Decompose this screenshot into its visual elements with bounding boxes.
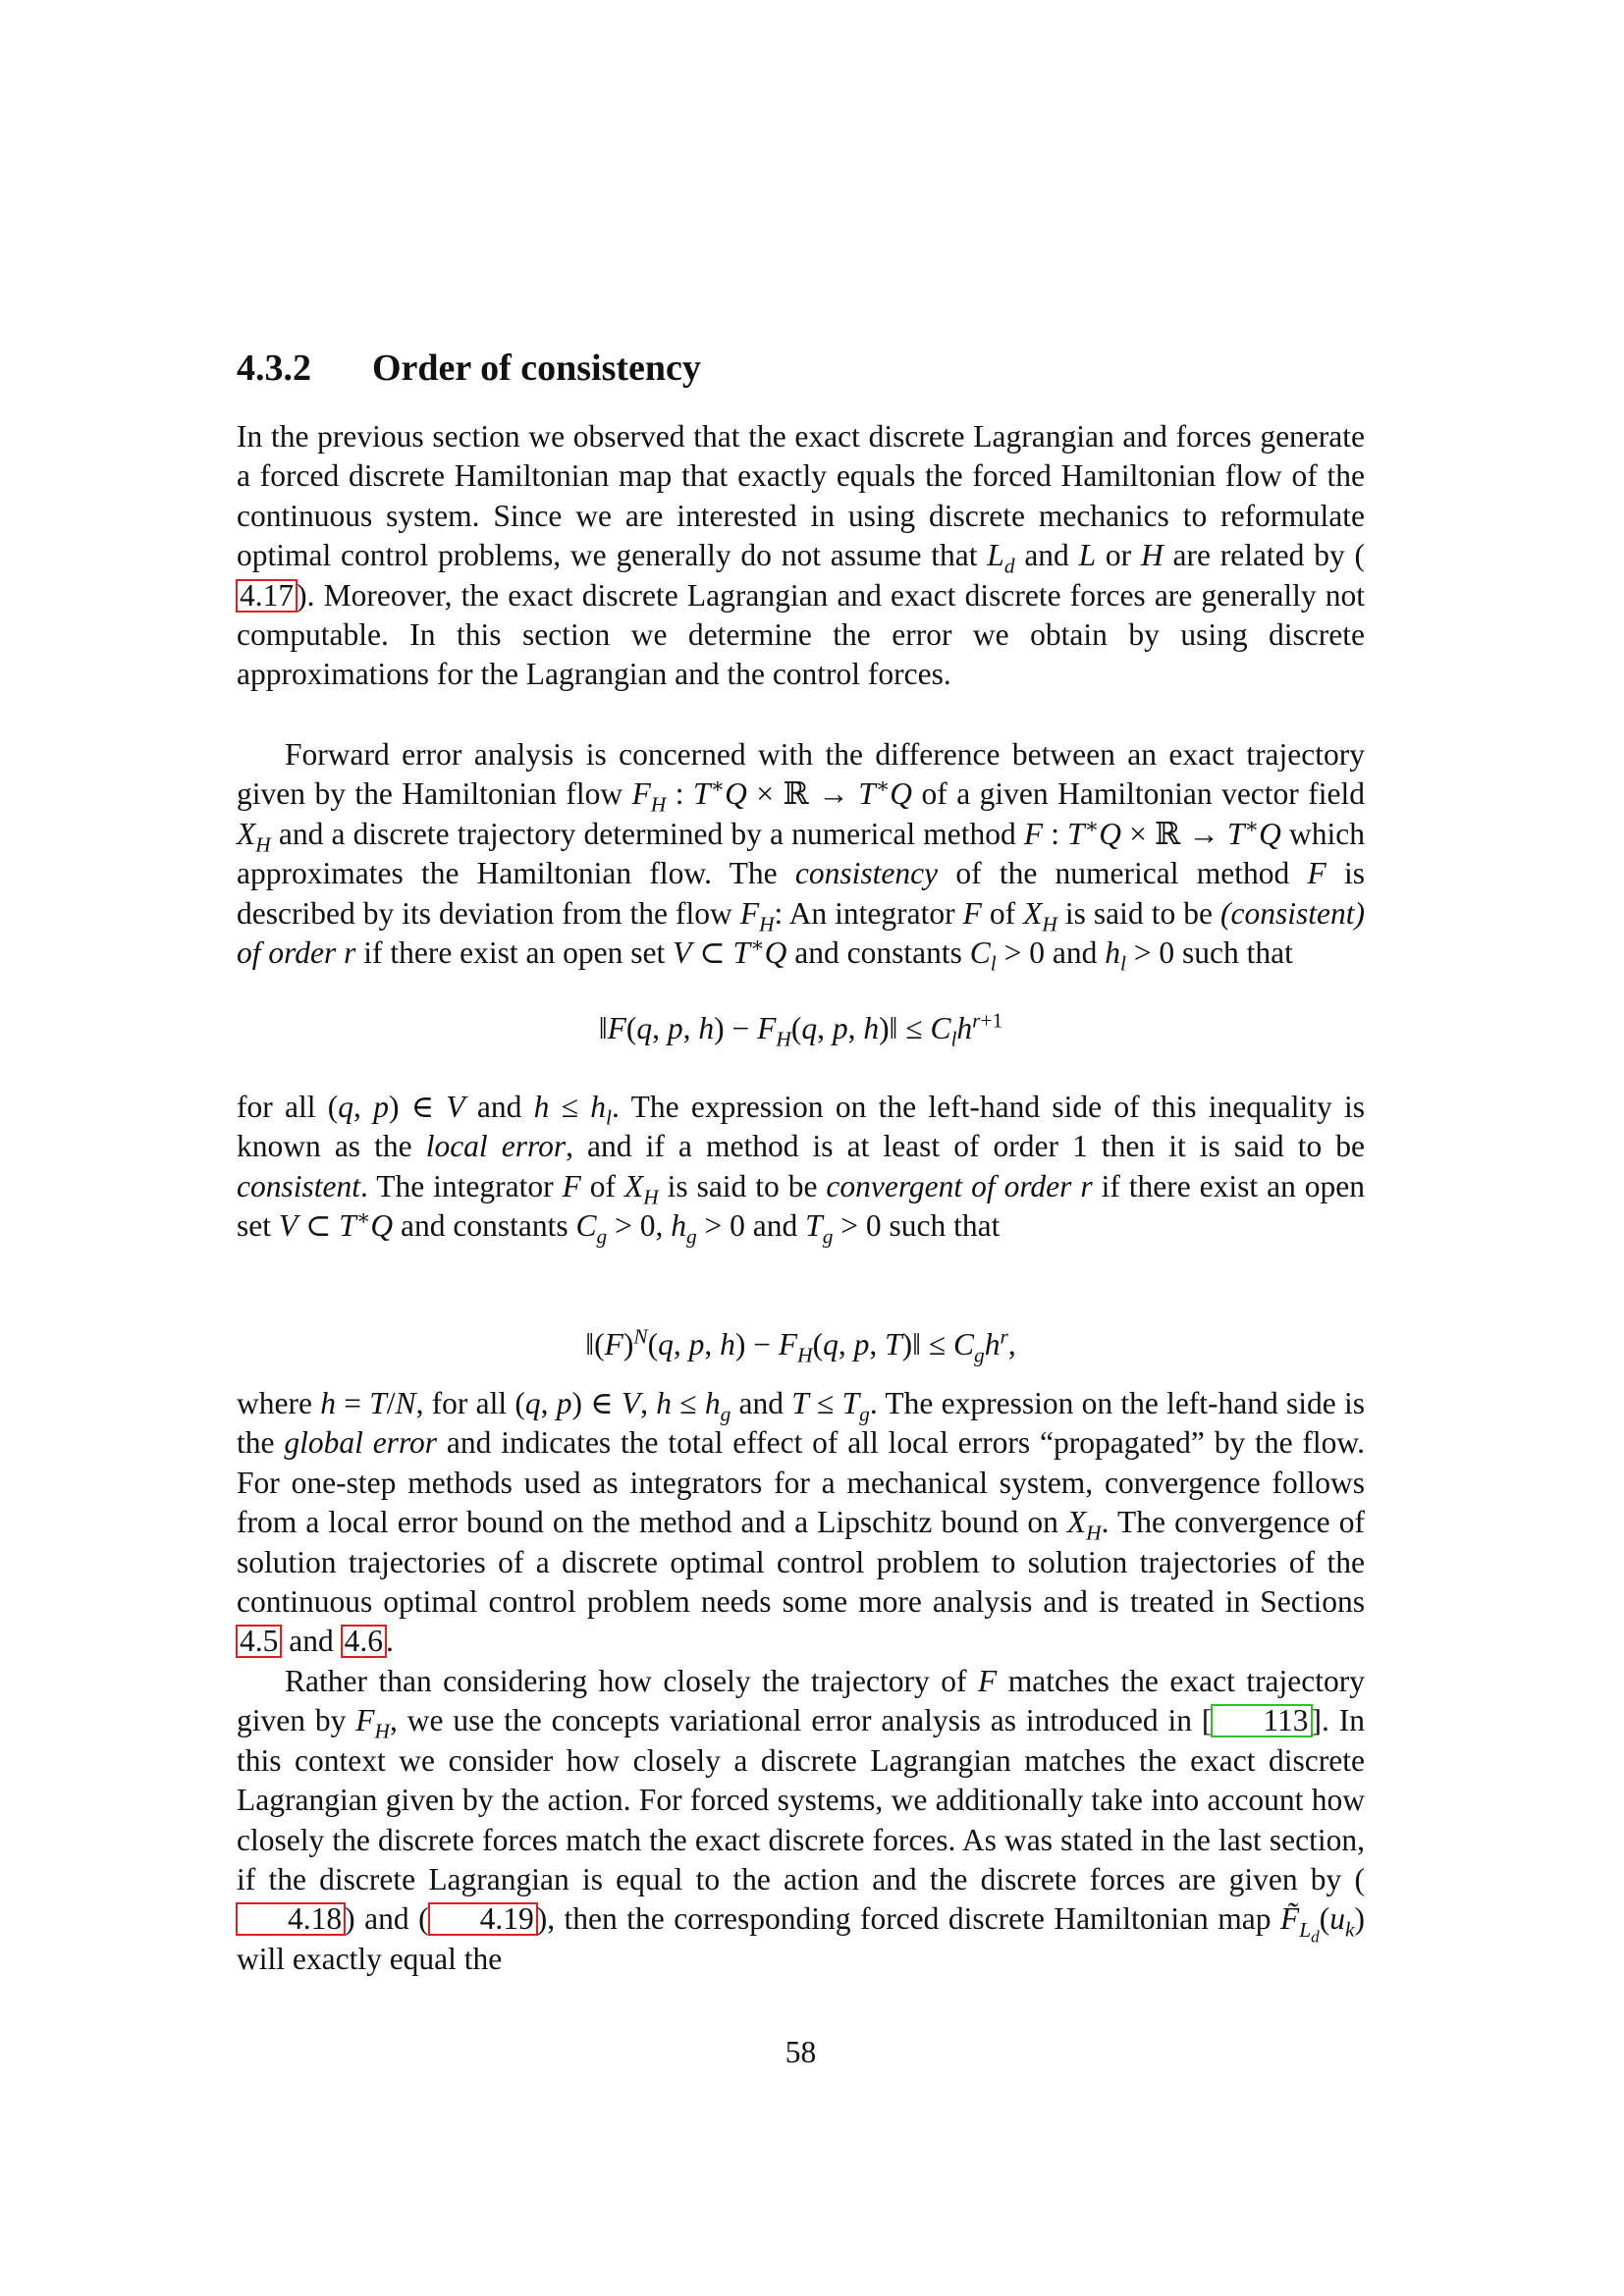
equation-link-4-18[interactable]: 4.18 — [236, 1902, 346, 1936]
equation-local-error: ‖F(q, p, $h) - F_H(q$, p, h)‖ ≤ $C_lh^{r+1}$ — [598, 1008, 1003, 1051]
equation-link-4-19[interactable]: 4.19 — [428, 1902, 538, 1936]
term-convergent-of: convergent of — [826, 1168, 996, 1203]
term-global-error: global error — [284, 1425, 438, 1461]
paragraph-3: for all (q, p) ∈ V and $h \le h_l$. The expression on the left-hand side of this inequality is known as the local error, and if a method is at least of order 1 then it is said to be consistent. The integrator F of $X_H$ is said to be convergent of order r if there exist an open set V ⊂ T∗Q and constants $C_g > 0$, $h_g > 0$ and $T_g > 0$ such that — [237, 1090, 1366, 1249]
equation-link[interactable]: 4.17 — [236, 579, 298, 613]
paragraph-5: Rather than considering how closely the trajectory of F matches the exact trajectory given by $F_H$, we use the concepts variational error analysis as introduced in [ 113]. In this context we consider how closely a discrete Lagrangian matches the exact discrete Lagrangian given by the action. For forced systems, we additionally take into account how closely the discrete forces match the exact discrete forces. As was stated in the last section, if the discrete Lagrangian is equal to the action and the discrete forces are given by (4.18) and ( 4.19), then the corresponding forced discrete Hamiltonian map $F̃_{L_d}(u_k)$ will exactly equal the — [237, 1664, 1366, 1976]
term-order: order — [1003, 1168, 1072, 1203]
page-number: 58 — [785, 2035, 817, 2069]
term-consistency: consistency — [794, 856, 939, 891]
section-heading — [237, 346, 701, 391]
term-local-error: local error — [425, 1129, 567, 1164]
section-link-4-5[interactable]: 4.5 — [236, 1625, 282, 1658]
term-consistent-of-order: (consistent) of order — [237, 895, 1365, 971]
section-number: 4.3.2 — [237, 347, 311, 389]
section-title: Order of consistency — [372, 347, 701, 389]
term-consistent: consistent — [237, 1168, 360, 1203]
section-link-4-6[interactable]: 4.6 — [341, 1625, 387, 1658]
paragraph-1: In the previous section we observed that the exact discrete Lagrangian and forces generate a forced discrete Hamiltonian map that exactly equals the forced Hamiltonian flow of the continuous system. Since we are interested in using discrete mechanics to reformulate optimal control problems, we generally do not assume that $L_d$ and L or H are related by (4.17). Moreover, the exact discrete Lagrangian and exact discrete forces are generally not computable. In this section we determine the error we obtain by using discrete approximations for the Lagrangian and the control forces. — [237, 419, 1365, 692]
paragraph-4: where h = T/N, for all (q, p) ∈ V, $h \le h_g$ and $T \le T_g$. The expression on the left-hand side is the global error and indicates the total effect of all local errors “propagated” by the flow. For one-step methods used as integrators for a mechanical system, convergence follows from a local error bound on the method and a Lipschitz bound on $X_H$. The convergence of solution trajectories of a discrete optimal control problem to solution trajectories of the continuous optimal control problem needs some more analysis and is treated in Sections 4.5 and 4.6. — [237, 1386, 1366, 1659]
paragraph-2: Forward error analysis is concerned with the difference between an exact trajectory given by the Hamiltonian flow $F_H$ : T∗Q × ℝ → T∗Q of a given Hamiltonian vector field $X_H$ and a discrete trajectory determined by a numerical method F : T∗Q × ℝ → T∗Q which approximates the Hamiltonian flow. The consistency of the numerical method F is described by its deviation from the flow $F_H$: An integrator F of $X_H$ is said to be (consistent) of order r if there exist an open set V ⊂ T∗Q and constants $C_l > 0$ and $h_l > 0$ such that — [237, 737, 1365, 976]
citation-link[interactable]: 113 — [1211, 1704, 1312, 1737]
equation-global-error: $‖(F)^N(q$, p, $h) - F_H(q$, p, T)‖ ≤ $C_gh^r$, — [585, 1324, 1016, 1367]
